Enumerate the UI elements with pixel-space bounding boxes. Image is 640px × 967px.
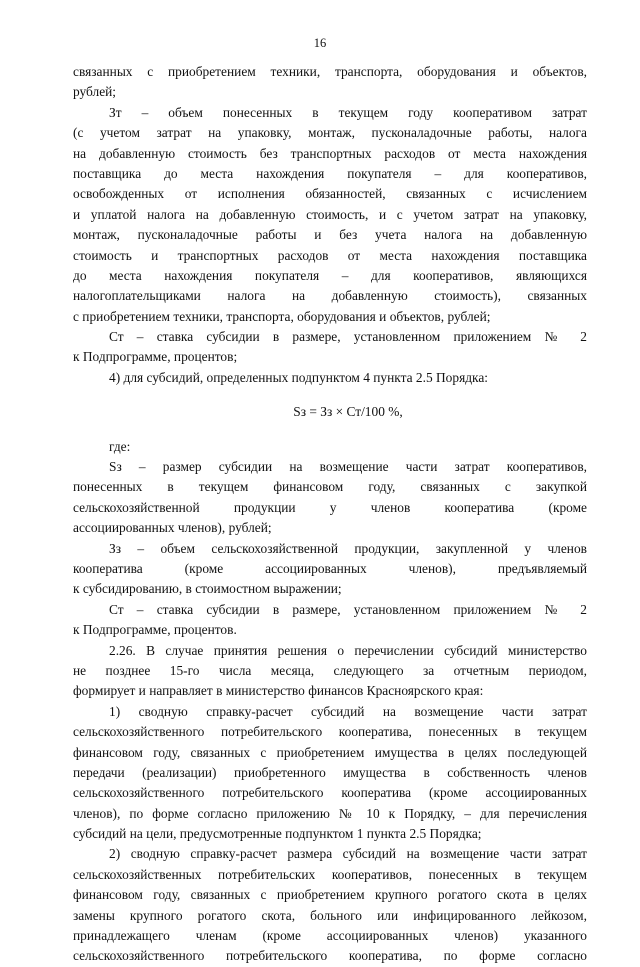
text-line: стоимость и транспортных расходов от места нахождения поставщика [73, 247, 587, 263]
text-line: и уплатой налога на добавленную стоимость, и с учетом затрат на упаковку, [73, 206, 587, 222]
text-line: 2.26. В случае принятия решения о перечислении субсидий министерство [109, 642, 587, 658]
text-line: 2) сводную справку-расчет размера субсидий на возмещение части затрат [109, 846, 587, 862]
text-line: (с учетом затрат на упаковку, монтаж, пусконаладочные работы, налога [73, 125, 587, 141]
text-line: Зз – объем сельскохозяйственной продукции, закупленной у членов [109, 540, 587, 556]
text-line: к Подпрограмме, процентов. [73, 622, 237, 638]
text-line: не позднее 15-го числа месяца, следующего за отчетным периодом, [73, 662, 587, 678]
text-line: освобожденных от исполнения обязанностей, связанных с исчислением [73, 186, 587, 202]
text-line: сельскохозяйственного потребительского кооператива, по форме согласно [73, 948, 587, 964]
text-line: налогоплательщиками налога на добавленную стоимость), связанных [73, 288, 587, 304]
text-line: связанных с приобретением техники, транспорта, оборудования и объектов, [73, 64, 587, 79]
text-line: монтаж, пусконаладочные работы и без учета налога на добавленную [73, 227, 587, 243]
text-line: с приобретением техники, транспорта, оборудования и объектов, рублей; [73, 308, 491, 324]
text-line: сельскохозяйственных потребительских кооперативов, понесенных в текущем [73, 866, 587, 882]
text-line: кооператива (кроме ассоциированных членов), предъявляемый [73, 560, 587, 576]
document-body [73, 62, 587, 967]
text-line: на добавленную стоимость без транспортных расходов от места нахождения [73, 145, 587, 161]
text-line: замены крупного рогатого скота, больного или инфицированного лейкозом, [73, 907, 587, 923]
text-line: 1) сводную справку-расчет субсидий на возмещение части затрат [109, 703, 587, 719]
text-line: 4) для субсидий, определенных подпунктом 4 пункта 2.5 Порядка: [109, 369, 489, 385]
text-line: Зт – объем понесенных в текущем году кооперативом затрат [109, 104, 587, 120]
text-line: до места нахождения покупателя – для кооперативов, являющихся [73, 267, 587, 283]
text-line: Ст – ставка субсидии в размере, установленном приложением № 2 [109, 329, 587, 345]
text-line: где: [109, 438, 131, 454]
text-line: сельскохозяйственного потребительского кооператива (кроме ассоциированных [73, 785, 587, 801]
text-line: сельскохозяйственного потребительского кооператива, понесенных в текущем [73, 724, 587, 740]
text-line: финансовом году, связанных с приобретением крупного рогатого скота в целях [73, 887, 587, 903]
text-line: поставщика до места нахождения покупателя – для кооперативов, [73, 165, 587, 181]
text-line: понесенных в текущем финансовом году, связанных с закупкой [73, 479, 587, 495]
text-line: Ст – ставка субсидии в размере, установленном приложением № 2 [109, 601, 587, 617]
page-number: 16 [313, 36, 327, 50]
text-line: сельскохозяйственной продукции у членов кооператива (кроме [73, 499, 587, 515]
text-line: принадлежащего членам (кроме ассоциированных членов) указанного [73, 928, 587, 944]
text-line: членов), по форме согласно приложению № 10 к Порядку, – для перечисления [73, 805, 587, 821]
text-line: формирует и направляет в министерство финансов Красноярского края: [73, 683, 484, 699]
formula: Sз = Зз × Ст/100 %, [293, 404, 403, 420]
text-line: Sз – размер субсидии на возмещение части затрат кооперативов, [109, 459, 587, 475]
text-line: финансовом году, связанных с приобретением имущества в целях последующей [73, 744, 587, 760]
text-line: к субсидированию, в стоимостном выражении; [73, 581, 342, 597]
text-line: субсидий на цели, предусмотренные подпунктом 1 пункта 2.5 Порядка; [73, 826, 482, 842]
text-line: передачи (реализации) приобретенного имущества в собственность членов [73, 764, 587, 780]
text-line: ассоциированных членов), рублей; [73, 520, 272, 536]
text-line: рублей; [73, 84, 117, 100]
text-line: к Подпрограмме, процентов; [73, 349, 238, 365]
